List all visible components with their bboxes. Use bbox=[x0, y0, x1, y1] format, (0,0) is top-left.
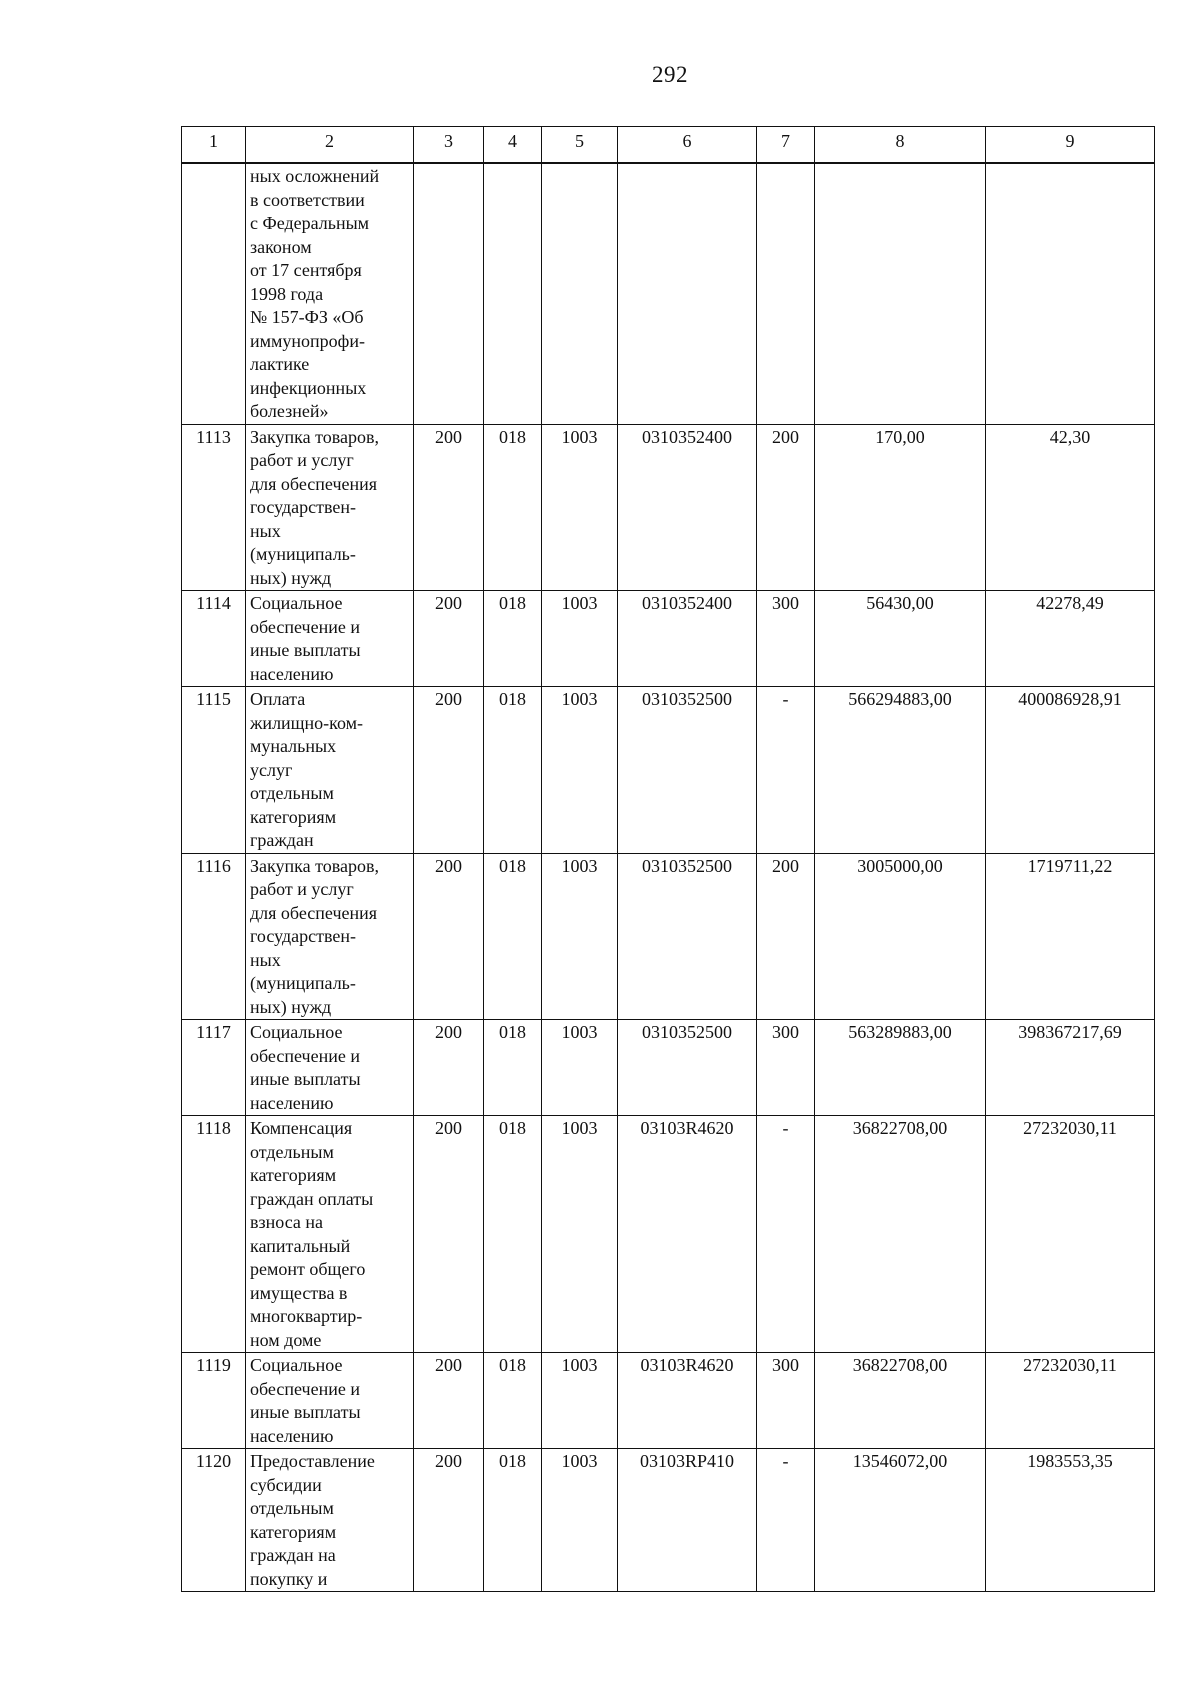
budget-table bbox=[181, 126, 1155, 1592]
row-name-line: Компенсация bbox=[250, 1118, 353, 1138]
row-name-line: категориям bbox=[250, 1521, 337, 1542]
table-row bbox=[182, 424, 1155, 591]
row-name-line: от 17 сентября bbox=[250, 260, 362, 280]
column-header: 4 bbox=[484, 127, 542, 164]
code-cell-6: 03103R4620 bbox=[618, 1116, 757, 1353]
row-name-line: многоквартир- bbox=[250, 1306, 363, 1326]
column-header: 2 bbox=[246, 127, 414, 164]
code-cell-7: - bbox=[757, 1116, 815, 1353]
code-cell-4: 018 bbox=[484, 1353, 542, 1449]
row-name-line: Закупка товаров, bbox=[250, 426, 379, 447]
code-cell-5: 1003 bbox=[542, 1020, 618, 1116]
amount-cell-9: 42278,49 bbox=[986, 591, 1155, 687]
row-name-line: отдельным bbox=[250, 1498, 334, 1518]
code-cell-6 bbox=[618, 163, 757, 424]
row-name-line: имущества в bbox=[250, 1282, 348, 1303]
row-name-line: с Федеральным bbox=[250, 213, 370, 233]
row-name-line: Предоставление bbox=[250, 1451, 375, 1471]
code-cell-3: 200 bbox=[414, 1020, 484, 1116]
row-name-line: категориям bbox=[250, 806, 337, 827]
code-cell-4: 018 bbox=[484, 1449, 542, 1592]
amount-cell-8: 13546072,00 bbox=[815, 1449, 986, 1592]
header-row bbox=[182, 127, 1155, 164]
code-cell-3: 200 bbox=[414, 687, 484, 854]
row-name-line: категориям bbox=[250, 1165, 337, 1185]
row-name-line: покупку и bbox=[250, 1568, 328, 1589]
code-cell-4: 018 bbox=[484, 1020, 542, 1116]
amount-cell-8: 563289883,00 bbox=[815, 1020, 986, 1116]
row-number-cell: 1118 bbox=[182, 1116, 246, 1353]
code-cell-3: 200 bbox=[414, 1353, 484, 1449]
row-name-line: жилищно-ком- bbox=[250, 712, 364, 733]
amount-cell-9: 1719711,22 bbox=[986, 853, 1155, 1020]
row-number-cell: 1114 bbox=[182, 591, 246, 687]
code-cell-7: 300 bbox=[757, 1353, 815, 1449]
amount-cell-9: 27232030,11 bbox=[986, 1353, 1155, 1449]
row-name-line: отдельным bbox=[250, 1141, 334, 1162]
column-header: 5 bbox=[542, 127, 618, 164]
row-name-line: ных bbox=[250, 949, 281, 970]
row-name-line: граждан на bbox=[250, 1545, 336, 1565]
code-cell-7: 300 bbox=[757, 1020, 815, 1116]
row-name-line: 1998 года bbox=[250, 283, 324, 304]
row-name-line: работ и услуг bbox=[250, 879, 354, 899]
table-row bbox=[182, 163, 1155, 424]
amount-cell-9: 400086928,91 bbox=[986, 687, 1155, 854]
row-name-line: болезней» bbox=[250, 401, 329, 421]
row-name-line: работ и услуг bbox=[250, 450, 354, 470]
row-name-line: ных) нужд bbox=[250, 996, 332, 1017]
row-name-line: взноса на bbox=[250, 1212, 324, 1232]
code-cell-6: 03103RP410 bbox=[618, 1449, 757, 1592]
table-body bbox=[182, 163, 1155, 1592]
code-cell-5: 1003 bbox=[542, 853, 618, 1020]
row-name-line: ном доме bbox=[250, 1329, 322, 1350]
row-name-line: для обеспечения bbox=[250, 473, 378, 494]
code-cell-3: 200 bbox=[414, 1449, 484, 1592]
code-cell-4 bbox=[484, 163, 542, 424]
table-row bbox=[182, 591, 1155, 687]
column-header: 1 bbox=[182, 127, 246, 164]
row-name-line: обеспечение и bbox=[250, 1045, 360, 1066]
amount-cell-8: 3005000,00 bbox=[815, 853, 986, 1020]
column-header: 3 bbox=[414, 127, 484, 164]
row-number-cell: 1119 bbox=[182, 1353, 246, 1449]
row-name-line: населению bbox=[250, 1425, 334, 1446]
code-cell-6: 0310352500 bbox=[618, 687, 757, 854]
code-cell-7: 300 bbox=[757, 591, 815, 687]
row-name-line: для обеспечения bbox=[250, 902, 378, 923]
code-cell-4: 018 bbox=[484, 424, 542, 591]
code-cell-5: 1003 bbox=[542, 424, 618, 591]
table-row bbox=[182, 1449, 1155, 1592]
row-name-line: иммунопрофи- bbox=[250, 330, 365, 351]
row-name-line: ных) нужд bbox=[250, 567, 332, 588]
row-number-cell bbox=[182, 163, 246, 424]
amount-cell-9: 27232030,11 bbox=[986, 1116, 1155, 1353]
amount-cell-8: 56430,00 bbox=[815, 591, 986, 687]
amount-cell-8 bbox=[815, 163, 986, 424]
code-cell-7: - bbox=[757, 1449, 815, 1592]
row-name-line: Социальное bbox=[250, 1022, 343, 1042]
code-cell-7: 200 bbox=[757, 853, 815, 1020]
code-cell-7 bbox=[757, 163, 815, 424]
code-cell-5 bbox=[542, 163, 618, 424]
table-row bbox=[182, 1353, 1155, 1449]
amount-cell-9: 42,30 bbox=[986, 424, 1155, 591]
row-name-cell bbox=[246, 1449, 414, 1592]
row-name-line: иные выплаты bbox=[250, 1069, 361, 1089]
row-name-line: государствен- bbox=[250, 497, 357, 517]
row-name-line: государствен- bbox=[250, 926, 357, 946]
row-name-line: иные выплаты bbox=[250, 1402, 361, 1422]
code-cell-7: - bbox=[757, 687, 815, 854]
page-number: 292 bbox=[652, 62, 688, 87]
code-cell-3 bbox=[414, 163, 484, 424]
amount-cell-8: 36822708,00 bbox=[815, 1116, 986, 1353]
amount-cell-8: 36822708,00 bbox=[815, 1353, 986, 1449]
amount-cell-8: 566294883,00 bbox=[815, 687, 986, 854]
row-number-cell: 1117 bbox=[182, 1020, 246, 1116]
row-name-line: инфекционных bbox=[250, 377, 367, 398]
amount-cell-8: 170,00 bbox=[815, 424, 986, 591]
amount-cell-9: 398367217,69 bbox=[986, 1020, 1155, 1116]
row-name-line: ных осложнений bbox=[250, 166, 380, 186]
row-name-cell bbox=[246, 1353, 414, 1449]
row-name-cell bbox=[246, 591, 414, 687]
row-name-cell bbox=[246, 687, 414, 854]
code-cell-6: 0310352400 bbox=[618, 424, 757, 591]
row-name-line: законом bbox=[250, 236, 312, 257]
code-cell-4: 018 bbox=[484, 591, 542, 687]
row-name-line: населению bbox=[250, 1092, 334, 1113]
row-name-line: в соответствии bbox=[250, 189, 365, 210]
code-cell-5: 1003 bbox=[542, 591, 618, 687]
code-cell-4: 018 bbox=[484, 853, 542, 1020]
row-number-cell: 1120 bbox=[182, 1449, 246, 1592]
row-number-cell: 1113 bbox=[182, 424, 246, 591]
code-cell-5: 1003 bbox=[542, 1449, 618, 1592]
column-header: 9 bbox=[986, 127, 1155, 164]
code-cell-4: 018 bbox=[484, 1116, 542, 1353]
row-name-line: ремонт общего bbox=[250, 1259, 366, 1279]
code-cell-5: 1003 bbox=[542, 1353, 618, 1449]
table-row bbox=[182, 1020, 1155, 1116]
row-name-line: услуг bbox=[250, 759, 293, 780]
row-name-line: обеспечение и bbox=[250, 1378, 360, 1399]
row-name-line: ных bbox=[250, 520, 281, 541]
amount-cell-9 bbox=[986, 163, 1155, 424]
code-cell-6: 0310352500 bbox=[618, 1020, 757, 1116]
row-name-line: лактике bbox=[250, 354, 310, 374]
code-cell-6: 0310352500 bbox=[618, 853, 757, 1020]
row-name-cell bbox=[246, 1116, 414, 1353]
row-name-line: Социальное bbox=[250, 593, 343, 613]
row-name-line: (муниципаль- bbox=[250, 544, 356, 564]
column-header: 6 bbox=[618, 127, 757, 164]
code-cell-3: 200 bbox=[414, 591, 484, 687]
row-name-line: (муниципаль- bbox=[250, 973, 356, 993]
code-cell-3: 200 bbox=[414, 424, 484, 591]
row-name-line: Социальное bbox=[250, 1355, 343, 1375]
table-row bbox=[182, 1116, 1155, 1353]
row-name-line: № 157-ФЗ «Об bbox=[250, 307, 364, 327]
row-name-line: Закупка товаров, bbox=[250, 855, 379, 876]
row-name-line: граждан bbox=[250, 830, 314, 850]
row-name-line: субсидии bbox=[250, 1474, 322, 1495]
code-cell-5: 1003 bbox=[542, 687, 618, 854]
code-cell-5: 1003 bbox=[542, 1116, 618, 1353]
code-cell-3: 200 bbox=[414, 1116, 484, 1353]
row-name-cell bbox=[246, 163, 414, 424]
row-number-cell: 1116 bbox=[182, 853, 246, 1020]
code-cell-4: 018 bbox=[484, 687, 542, 854]
row-name-line: мунальных bbox=[250, 736, 337, 756]
row-name-cell bbox=[246, 1020, 414, 1116]
row-name-cell bbox=[246, 853, 414, 1020]
row-name-line: населению bbox=[250, 663, 334, 684]
row-name-line: иные выплаты bbox=[250, 640, 361, 660]
row-number-cell: 1115 bbox=[182, 687, 246, 854]
row-name-line: граждан оплаты bbox=[250, 1188, 374, 1209]
code-cell-6: 0310352400 bbox=[618, 591, 757, 687]
table-row bbox=[182, 853, 1155, 1020]
row-name-cell bbox=[246, 424, 414, 591]
row-name-line: Оплата bbox=[250, 689, 306, 709]
column-header: 8 bbox=[815, 127, 986, 164]
row-name-line: обеспечение и bbox=[250, 616, 360, 637]
code-cell-3: 200 bbox=[414, 853, 484, 1020]
amount-cell-9: 1983553,35 bbox=[986, 1449, 1155, 1592]
code-cell-6: 03103R4620 bbox=[618, 1353, 757, 1449]
table-row bbox=[182, 687, 1155, 854]
column-header: 7 bbox=[757, 127, 815, 164]
row-name-line: отдельным bbox=[250, 783, 334, 803]
code-cell-7: 200 bbox=[757, 424, 815, 591]
row-name-line: капитальный bbox=[250, 1235, 351, 1256]
